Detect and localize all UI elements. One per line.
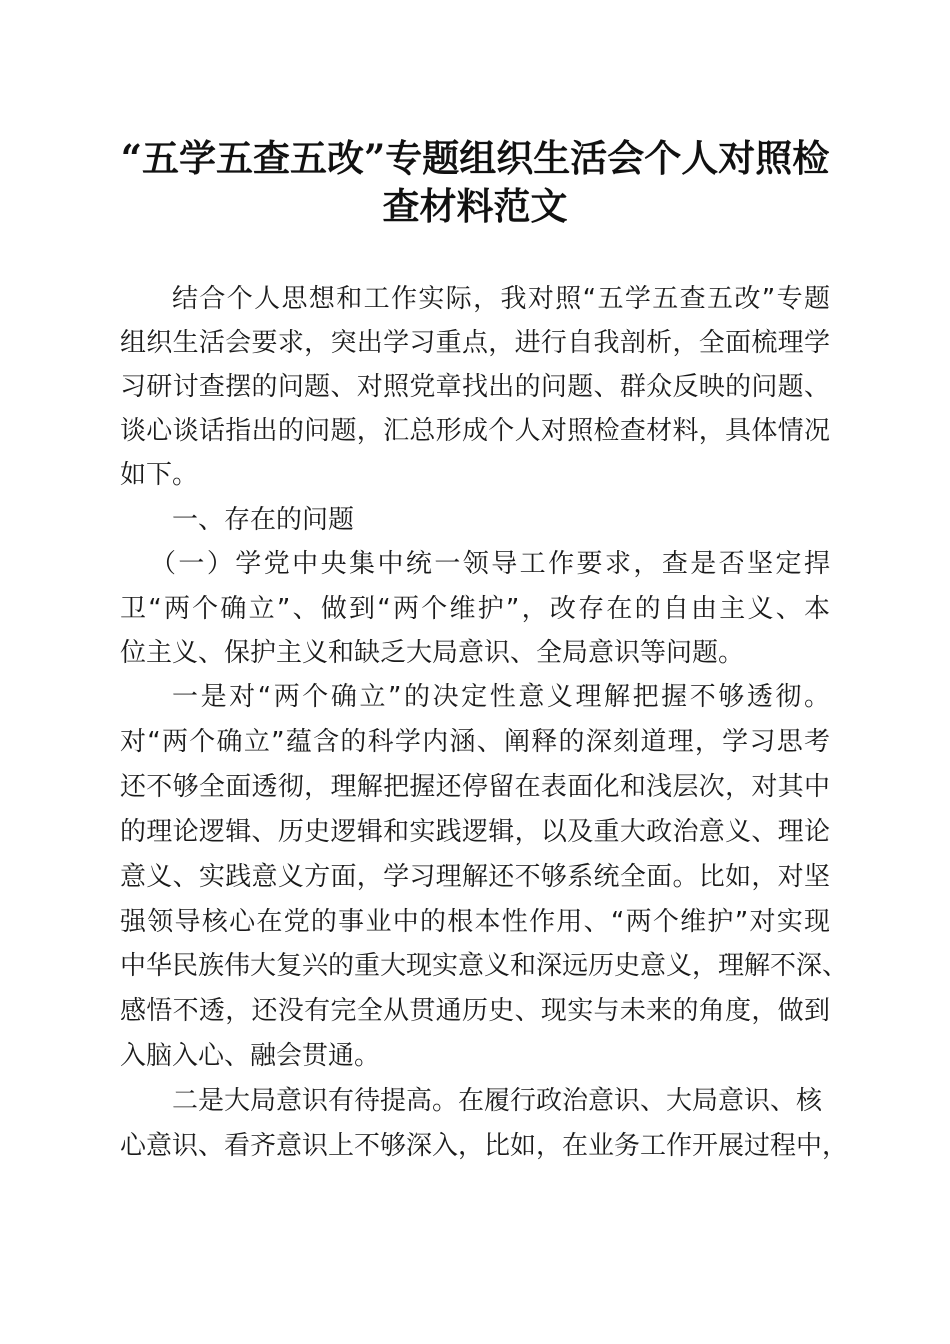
intro-line: 谈心谈话指出的问题，汇总形成个人对照检查材料，具体情况	[120, 416, 830, 446]
intro-line: 习研讨查摆的问题、对照党章找出的问题、群众反映的问题、	[120, 372, 830, 402]
point-one-line: 还不够全面透彻，理解把握还停留在表面化和浅层次，对其中	[120, 772, 830, 802]
point-one-line: 入脑入心、融会贯通。	[120, 1041, 381, 1071]
intro-line: 组织生活会要求，突出学习重点，进行自我剖析，全面梳理学	[120, 328, 830, 358]
point-one-line: 强领导核心在党的事业中的根本性作用、“两个维护”对实现	[120, 907, 830, 937]
point-two-line	[172, 1088, 830, 1114]
point-two-lead: 二是大局意识有待提高。	[172, 1086, 459, 1116]
subsection-line: 位主义、保护主义和缺乏大局意识、全局意识等问题。	[120, 638, 745, 668]
point-one-line: 一是对“两个确立”的决定性意义理解把握不够透彻。	[172, 682, 830, 712]
document-title-line-2: 查材料范文	[382, 184, 568, 228]
point-one-line: 感悟不透，还没有完全从贯通历史、现实与未来的角度，做到	[120, 996, 830, 1026]
subsection-line: 卫“两个确立”、做到“两个维护”，改存在的自由主义、本	[120, 594, 830, 624]
point-one-line: 意义、实践意义方面，学习理解还不够系统全面。比如，对坚	[120, 862, 830, 892]
intro-line: 结合个人思想和工作实际，我对照“五学五查五改”专题	[172, 284, 830, 314]
point-two-line: 心意识、看齐意识上不够深入，比如，在业务工作开展过程中，	[120, 1131, 849, 1161]
point-one-line: 对“两个确立”蕴含的科学内涵、阐释的深刻道理，学习思考	[120, 727, 830, 757]
point-two-rest: 在履行政治意识、大局意识、核	[458, 1086, 823, 1116]
point-one-line: 中华民族伟大复兴的重大现实意义和深远历史意义，理解不深、	[120, 951, 849, 981]
section-heading: 一、存在的问题	[172, 505, 355, 535]
subsection-line: （一）学党中央集中统一领导工作要求，查是否坚定捍	[150, 549, 830, 579]
intro-line: 如下。	[120, 460, 199, 490]
document-title-line-1: “五学五查五改”专题组织生活会个人对照检	[120, 136, 830, 180]
point-one-line: 的理论逻辑、历史逻辑和实践逻辑，以及重大政治意义、理论	[120, 817, 830, 847]
